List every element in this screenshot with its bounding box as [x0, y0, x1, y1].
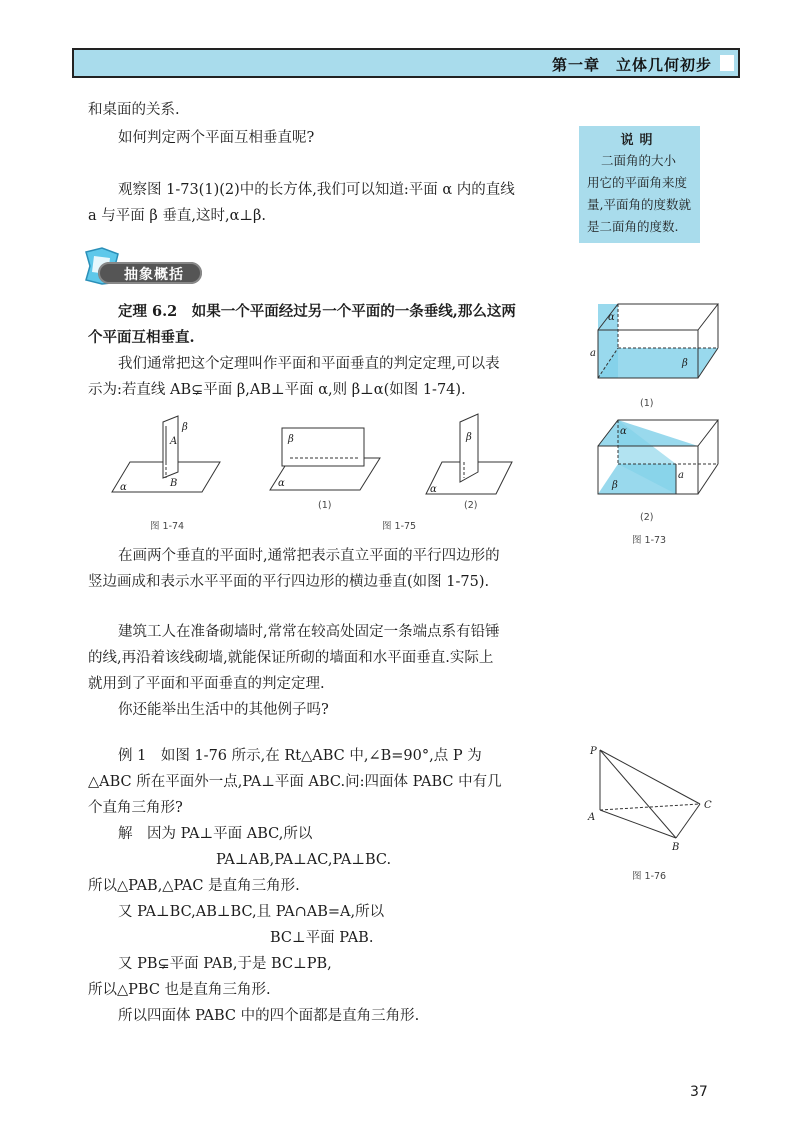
figure-subcaption: (1)	[640, 398, 654, 409]
fig73-label: a	[678, 470, 684, 481]
note-line: 二面角的大小	[601, 153, 677, 168]
fig73-label: β	[682, 358, 688, 369]
question-line: 你还能举出生活中的其他例子吗?	[118, 702, 329, 718]
text-line: 观察图 1-73(1)(2)中的长方体,我们可以知道:平面 α 内的直线	[118, 182, 515, 198]
chapter-header-bar	[72, 48, 740, 78]
fig76-label: P	[590, 746, 597, 757]
solution-line: BC⊥平面 PAB.	[270, 930, 374, 946]
text-line: 和桌面的关系.	[88, 102, 180, 118]
text-line: 我们通常把这个定理叫作平面和平面垂直的判定定理,可以表	[118, 356, 500, 372]
text-line: a 与平面 β 垂直,这时,α⊥β.	[88, 208, 266, 224]
note-line: 是二面角的度数.	[587, 219, 679, 234]
fig76-label: A	[588, 812, 596, 823]
header-corner-tab	[720, 55, 734, 71]
solution-line: 所以△PAB,△PAC 是直角三角形.	[88, 878, 300, 894]
text-line: 就用到了平面和平面垂直的判定定理.	[88, 676, 325, 692]
figure-caption: 图 1-75	[382, 521, 417, 532]
solution-line: 又 PA⊥BC,AB⊥BC,且 PA∩AB=A,所以	[118, 904, 385, 920]
fig74-label: B	[170, 478, 178, 489]
note-title: 说明	[620, 133, 659, 148]
fig73-label: a	[590, 348, 596, 359]
figure-1-75-1	[262, 418, 382, 498]
note-line: 量,平面角的度数就	[587, 197, 691, 212]
fig75-label: β	[288, 434, 294, 445]
fig75-label: α	[278, 478, 285, 489]
fig75-label: α	[430, 484, 437, 495]
fig73-label: β	[612, 480, 618, 491]
fig74-label: α	[120, 482, 127, 493]
text-line: 竖边画成和表示水平平面的平行四边形的横边垂直(如图 1-75).	[88, 574, 490, 590]
figure-1-73-1	[586, 300, 726, 384]
figure-1-74	[100, 412, 230, 502]
badge-label: 抽象概括	[124, 267, 184, 283]
solution-line: PA⊥AB,PA⊥AC,PA⊥BC.	[216, 852, 392, 868]
text-line: 建筑工人在准备砌墙时,常常在较高处固定一条端点系有铅锤	[118, 624, 500, 640]
theorem-line: 定理 6.2 如果一个平面经过另一个平面的一条垂线,那么这两	[118, 303, 516, 320]
solution-line: 解 因为 PA⊥平面 ABC,所以	[118, 826, 313, 842]
note-line: 用它的平面角来度	[587, 175, 688, 190]
figure-subcaption: (2)	[640, 512, 654, 523]
fig73-label: α	[620, 426, 627, 437]
fig74-label: A	[170, 436, 178, 447]
figure-1-73-2	[586, 416, 726, 500]
figure-1-76	[586, 740, 726, 852]
fig76-label: B	[672, 842, 680, 852]
theorem-line: 个平面互相垂直.	[88, 329, 195, 346]
text-line: 在画两个垂直的平面时,通常把表示直立平面的平行四边形的	[118, 548, 500, 564]
fig74-label: β	[182, 422, 188, 433]
example-line: 个直角三角形?	[88, 800, 183, 816]
example-line: 例 1 如图 1-76 所示,在 Rt△ABC 中,∠B=90°,点 P 为	[118, 748, 482, 764]
page-number: 37	[690, 1084, 708, 1100]
fig75-label: β	[466, 432, 472, 443]
abstract-summary-badge	[80, 244, 210, 290]
fig76-label: C	[704, 800, 712, 811]
question-line: 如何判定两个平面互相垂直呢?	[118, 130, 315, 146]
figure-1-75-2	[412, 412, 522, 498]
figure-caption: 图 1-73	[632, 535, 667, 546]
solution-line: 所以四面体 PABC 中的四个面都是直角三角形.	[118, 1008, 420, 1024]
solution-line: 又 PB⊊平面 PAB,于是 BC⊥PB,	[118, 956, 332, 972]
footer-dotted-rule	[0, 1074, 746, 1080]
solution-line: 所以△PBC 也是直角三角形.	[88, 982, 271, 998]
text-line: 示为:若直线 AB⊊平面 β,AB⊥平面 α,则 β⊥α(如图 1-74).	[88, 382, 466, 398]
text-line: 的线,再沿着该线砌墙,就能保证所砌的墙面和水平面垂直.实际上	[88, 650, 494, 666]
fig73-label: α	[608, 312, 615, 323]
figure-subcaption: (2)	[464, 500, 478, 511]
figure-caption: 图 1-74	[150, 521, 185, 532]
example-line: △ABC 所在平面外一点,PA⊥平面 ABC.问:四面体 PABC 中有几	[88, 774, 502, 790]
figure-subcaption: (1)	[318, 500, 332, 511]
figure-caption: 图 1-76	[632, 871, 667, 882]
chapter-title: 第一章 立体几何初步	[551, 56, 712, 74]
side-note	[579, 126, 700, 243]
